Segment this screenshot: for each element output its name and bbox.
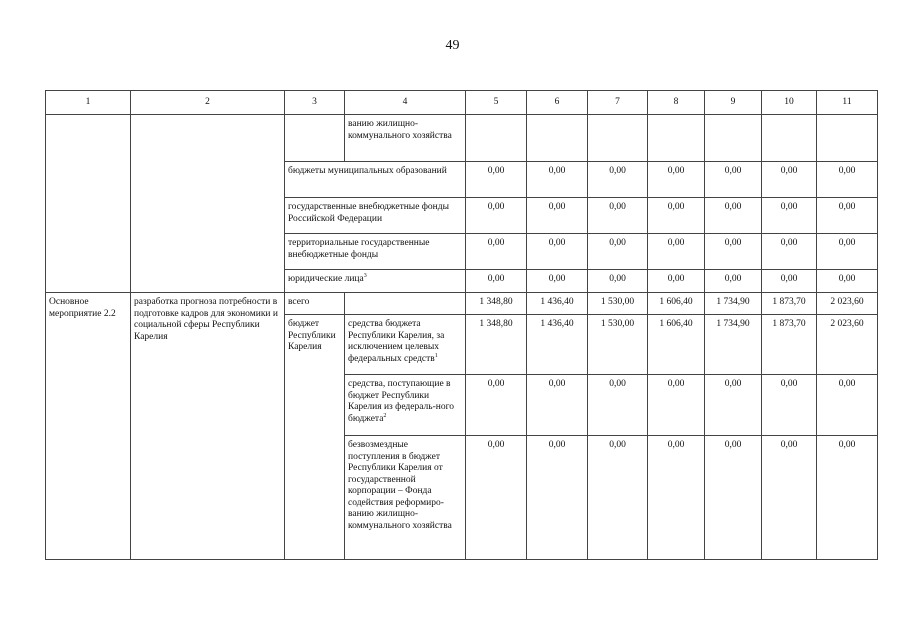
cell-source-label [285, 270, 466, 293]
col-header: 5 [466, 91, 527, 115]
cell-source-text [345, 315, 466, 375]
cell-value: 0,00 [762, 375, 817, 436]
cell-value: 0,00 [588, 436, 648, 560]
cell-source-label: государственные внебюджетные фонды Российской Федерации [285, 198, 466, 234]
cell-value: 1 436,40 [527, 315, 588, 375]
cell-source-label: территориальные государственные внебюджетные фонды [285, 234, 466, 270]
cell-value: 0,00 [648, 270, 705, 293]
cell-value: 0,00 [466, 436, 527, 560]
cell-activity-name: Основное мероприятие 2.2 [46, 293, 131, 560]
cell-empty [466, 115, 527, 162]
cell-value: 0,00 [588, 234, 648, 270]
cell-value: 0,00 [817, 162, 878, 198]
cell-value: 0,00 [527, 436, 588, 560]
source-text: средства бюджета Республики Карелия, за исключением целевых федеральных средств [348, 319, 445, 364]
col-header: 8 [648, 91, 705, 115]
cell-value: 0,00 [817, 270, 878, 293]
cell-value: 0,00 [588, 270, 648, 293]
cell-value: 0,00 [648, 198, 705, 234]
footnote-marker: 3 [363, 272, 367, 279]
cell-total-label: всего [285, 293, 345, 315]
cell-source-label: бюджеты муниципальных образований [285, 162, 466, 198]
cell-value: 0,00 [648, 375, 705, 436]
cell-value: 0,00 [527, 234, 588, 270]
table-row [46, 115, 878, 162]
cell-value: 0,00 [466, 234, 527, 270]
cell-value: 0,00 [817, 436, 878, 560]
col-header: 1 [46, 91, 131, 115]
cell-value: 1 348,80 [466, 315, 527, 375]
footnote-marker: 2 [383, 412, 387, 419]
cell-value: 1 436,40 [527, 293, 588, 315]
footnote-marker: 1 [434, 352, 438, 359]
col-header: 2 [131, 91, 285, 115]
cell-value: 0,00 [762, 162, 817, 198]
cell-value: 0,00 [648, 436, 705, 560]
cell-empty [588, 115, 648, 162]
cell-value: 0,00 [527, 162, 588, 198]
cell-empty [285, 115, 345, 162]
cell-value: 1 734,90 [705, 293, 762, 315]
cell-value: 0,00 [527, 270, 588, 293]
cell-value: 0,00 [705, 234, 762, 270]
cell-empty [46, 115, 131, 293]
cell-empty [762, 115, 817, 162]
table-row [46, 293, 878, 315]
cell-value: 0,00 [588, 375, 648, 436]
col-header: 7 [588, 91, 648, 115]
cell-empty [345, 293, 466, 315]
cell-value: 1 606,40 [648, 293, 705, 315]
col-header: 3 [285, 91, 345, 115]
cell-value: 1 606,40 [648, 315, 705, 375]
cell-source-text: безвозмездные поступления в бюджет Республики Карелия от государственной корпорации – Фонда содействия реформиро-ванию жилищно-коммунального хозяйства [345, 436, 466, 560]
source-text: средства, поступающие в бюджет Республики Карелия из федераль-ного бюджета [348, 379, 455, 424]
cell-value: 0,00 [466, 375, 527, 436]
cell-value: 0,00 [466, 162, 527, 198]
header-row [46, 91, 878, 115]
cell-value: 1 348,80 [466, 293, 527, 315]
cell-value: 1 873,70 [762, 315, 817, 375]
cell-value: 0,00 [466, 270, 527, 293]
col-header: 11 [817, 91, 878, 115]
cell-value: 0,00 [527, 198, 588, 234]
cell-value: 0,00 [705, 162, 762, 198]
cell-value: 2 023,60 [817, 293, 878, 315]
budget-table [45, 90, 878, 560]
cell-value: 2 023,60 [817, 315, 878, 375]
cell-empty [705, 115, 762, 162]
cell-value: 0,00 [648, 234, 705, 270]
cell-value: 0,00 [648, 162, 705, 198]
cell-value: 1 530,00 [588, 293, 648, 315]
col-header: 6 [527, 91, 588, 115]
cell-budget-label: бюджет Республики Карелия [285, 315, 345, 560]
cell-value: 0,00 [762, 436, 817, 560]
cell-value: 0,00 [588, 162, 648, 198]
cell-value: 1 873,70 [762, 293, 817, 315]
cell-value: 0,00 [817, 198, 878, 234]
cell-empty [131, 115, 285, 293]
col-header: 4 [345, 91, 466, 115]
cell-value: 0,00 [762, 198, 817, 234]
cell-value: 0,00 [705, 198, 762, 234]
cell-value: 0,00 [762, 270, 817, 293]
cell-source-text [345, 375, 466, 436]
col-header: 10 [762, 91, 817, 115]
cell-activity-description: разработка прогноза потребности в подготовке кадров для экономики и социальной сферы Республики Карелия [131, 293, 285, 560]
cell-value: 0,00 [817, 234, 878, 270]
col-header: 9 [705, 91, 762, 115]
cell-empty [527, 115, 588, 162]
cell-value: 0,00 [762, 234, 817, 270]
label-text: юридические лица [288, 274, 364, 284]
page-number: 49 [445, 38, 460, 53]
cell-value: 0,00 [705, 436, 762, 560]
cell-value: 1 530,00 [588, 315, 648, 375]
cell-value: 0,00 [466, 198, 527, 234]
cell-value: 0,00 [705, 375, 762, 436]
cell-empty [817, 115, 878, 162]
cell-value: 0,00 [527, 375, 588, 436]
cell-source-text: ванию жилищно-коммунального хозяйства [345, 115, 466, 162]
cell-value: 0,00 [817, 375, 878, 436]
cell-value: 0,00 [705, 270, 762, 293]
cell-empty [648, 115, 705, 162]
cell-value: 0,00 [588, 198, 648, 234]
cell-value: 1 734,90 [705, 315, 762, 375]
